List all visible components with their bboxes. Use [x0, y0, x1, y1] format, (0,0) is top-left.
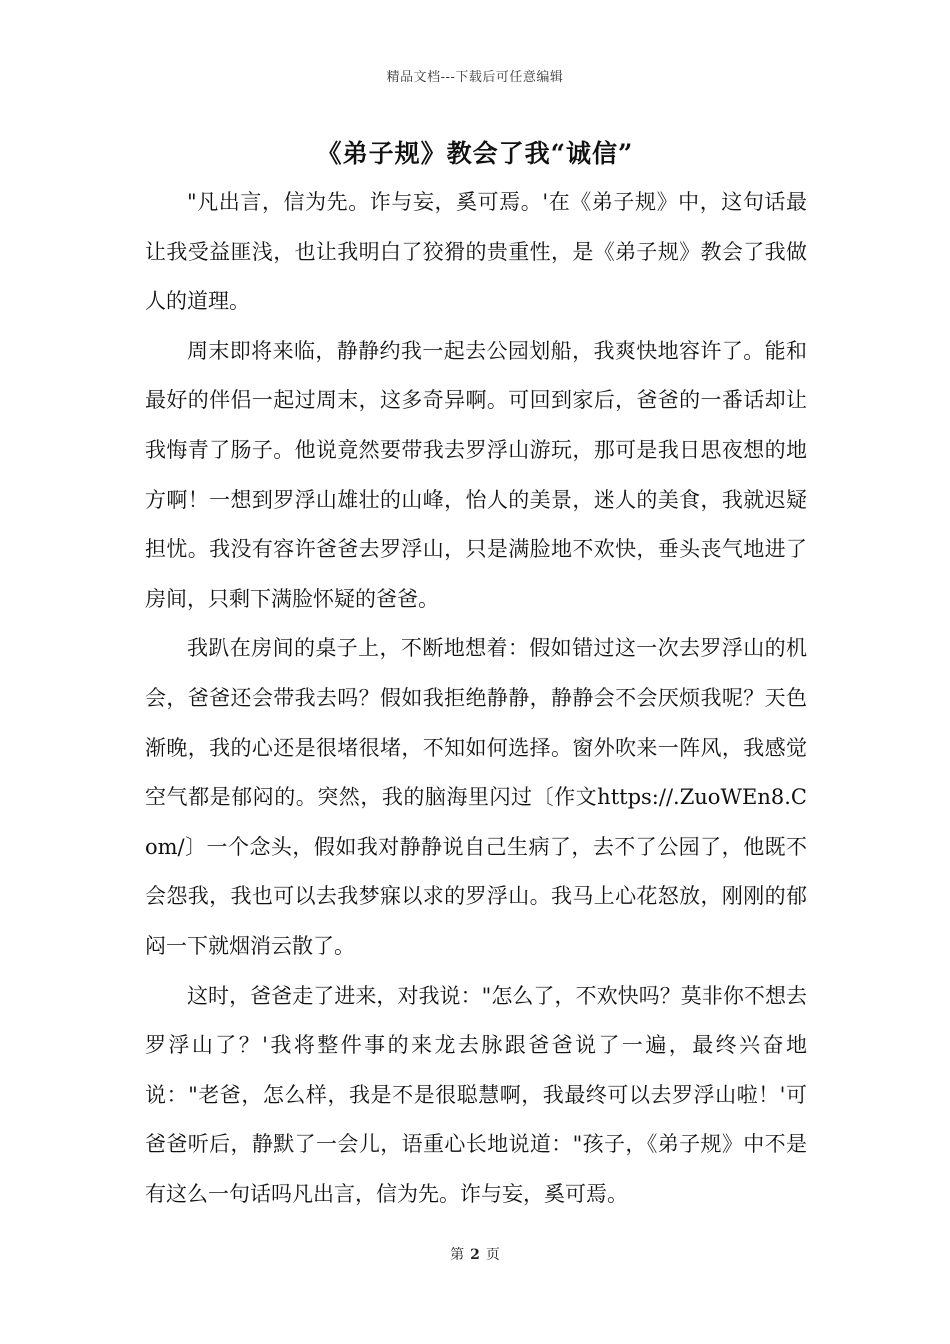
paragraph-4: 这时，爸爸走了进来，对我说："怎么了，不欢快吗？莫非你不想去罗浮山了？'我将整件事的来龙去脉跟爸爸说了一遍，最终兴奋地说："老爸，怎么样，我是不是很聪慧啊，我最终可以去罗浮山啦！'可爸爸听后，静默了一会儿，语重心长地说道："孩子，《弟子规》中不是有这么一句话吗凡出言，信为先。诈与妄，奚可焉。 [145, 983, 807, 1206]
document-title: 《弟子规》教会了我“诚信” [316, 139, 634, 168]
page-prefix: 第 [450, 1247, 465, 1263]
header-note: 精品文档---下载后可任意编辑 [386, 70, 564, 85]
document-body [145, 178, 807, 1219]
paragraph-2: 周末即将来临，静静约我一起去公园划船，我爽快地容许了。能和最好的伴侣一起过周末，这多奇异啊。可回到家后，爸爸的一番话却让我悔青了肠子。他说竟然要带我去罗浮山游玩，那可是我日思夜想的地方啊！一想到罗浮山雄壮的山峰，怡人的美景，迷人的美食，我就迟疑担忧。我没有容许爸爸去罗浮山，只是满脸地不欢快，垂头丧气地进了房间，只剩下满脸怀疑的爸爸。 [145, 338, 807, 611]
page-suffix: 页 [485, 1247, 500, 1263]
page-number: 2 [470, 1247, 480, 1263]
paragraph-1: "凡出言，信为先。诈与妄，奚可焉。'在《弟子规》中，这句话最让我受益匪浅，也让我明白了狡猾的贵重性，是《弟子规》教会了我做人的道理。 [145, 190, 807, 314]
paragraph-3: 我趴在房间的桌子上，不断地想着：假如错过这一次去罗浮山的机会，爸爸还会带我去吗？假如我拒绝静静，静静会不会厌烦我呢？天色渐晚，我的心还是很堵很堵，不知如何选择。窗外吹来一阵风，我感觉空气都是郁闷的。突然，我的脑海里闪过〔作文https://.ZuoWEn8.Com/〕一个念头，假如我对静静说自己生病了，去不了公园了，他既不会怨我，我也可以去我梦寐以求的罗浮山。我马上心花怒放，刚刚的郁闷一下就烟消云散了。 [145, 636, 807, 958]
page-footer [0, 1244, 950, 1264]
